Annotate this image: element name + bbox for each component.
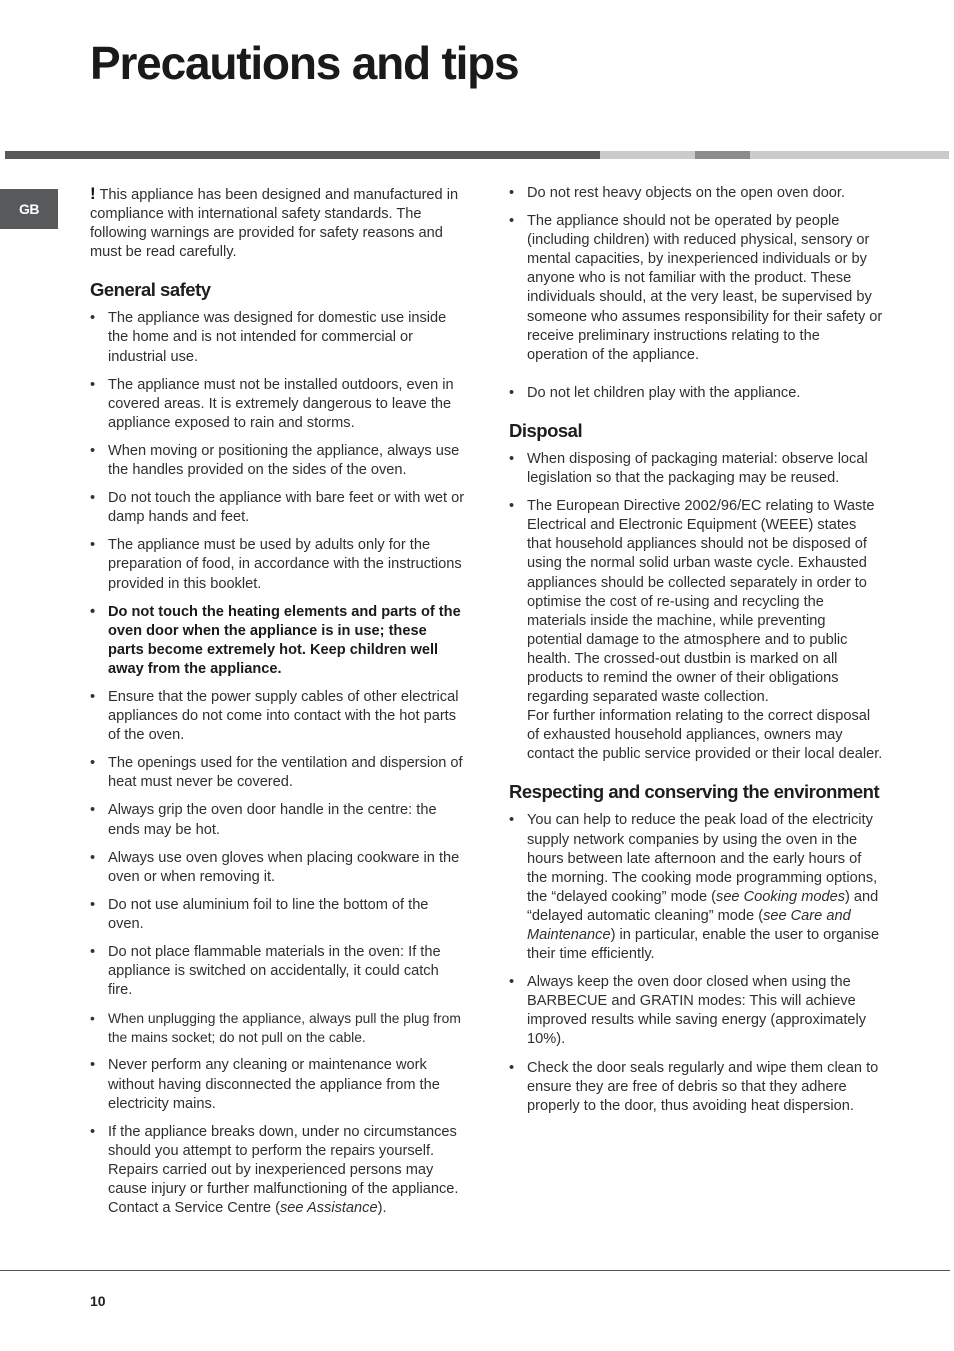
footer-rule [0,1270,950,1271]
language-tab: GB [0,189,58,229]
list-item: • Ensure that the power supply cables of other electrical appliances do not come into contact with the hot parts of the oven. [90,688,466,745]
list-item: • The openings used for the ventilation and dispersion of heat must never be covered. [90,754,466,792]
cross-reference: see Care and Maintenance [527,907,851,943]
list-item: • When moving or positioning the appliance, always use the handles provided on the sides of the oven. [90,442,466,480]
intro-text: This appliance has been designed and manufactured in compliance with international safety standards. The following warnings are provided for safety reasons and must be read carefully. [90,187,459,261]
item-text: You can help to reduce the peak load of the electricity supply network companies by using the oven in the hours between late afternoon and the early hours of the morning. The cooking mode programming options, the “delayed cooking” mode ( [527,812,878,905]
weee-more-text: For further information relating to the correct disposal of exhausted household appliances, owners may contact the public service provided or their local dealer. [527,708,883,763]
list-item [509,811,883,964]
list-item: • The appliance was designed for domestic use inside the home and is not intended for commercial or industrial use. [90,309,466,366]
list-item: • The appliance must be used by adults only for the preparation of food, in accordance with the instructions provided in this booklet. [90,536,466,593]
item-text: ) and “delayed automatic cleaning” mode ( [527,888,879,924]
cross-reference: see Cooking modes [716,888,846,905]
environment-heading: Respecting and conserving the environment [509,781,880,803]
list-item: • Never perform any cleaning or maintenance work without having disconnected the appliance from the electricity mains. [90,1056,466,1113]
header-rule-light [600,151,695,159]
warning-mark: ! [90,184,96,203]
list-item: • Do not rest heavy objects on the open oven door. [509,184,883,203]
list-item: • The appliance must not be installed outdoors, even in covered areas. It is extremely dangerous to leave the appliance exposed to rain and storms. [90,376,466,433]
list-item [90,1123,466,1218]
list-item: • Do not place flammable materials in the oven: If the appliance is switched on accidentally, it could catch fire. [90,943,466,1000]
list-item: • Always grip the oven door handle in the centre: the ends may be hot. [90,801,466,839]
list-item-bold-warning: • Do not touch the heating elements and parts of the oven door when the appliance is in use; these parts become extremely hot. Keep children well away from the appliance. [90,603,466,679]
disposal-list [509,450,883,765]
list-item: • Do not use aluminium foil to line the bottom of the oven. [90,896,466,934]
weee-text: • The European Directive 2002/96/EC relating to Waste Electrical and Electronic Equipment (WEEE) states that household appliances should not be disposed of using the normal solid urban waste cycle. Exhausted appliances should be collected separately in order to optimise the cost of re-using and recycling the materials inside the machine, while preventing potential damage to the atmosphere and to public health. The crossed-out dustbin is marked on all products to remind the owner of their obligations regarding separated waste collection. [527,498,875,706]
list-item: • Always keep the oven door closed when using the BARBECUE and GRATIN modes: This will achieve improved results while saving energy (approximately 10%). [509,973,883,1049]
list-item: • Do not let children play with the appliance. [509,384,883,403]
list-item: • When disposing of packaging material: observe local legislation so that the packaging may be reused. [509,450,883,488]
header-rule-light-end [750,151,949,159]
list-item: • Check the door seals regularly and wipe them clean to ensure they are free of debris so that they adhere properly to the door, thus avoiding heat dispersion. [509,1059,883,1116]
item-text: ) in particular, enable the user to organise their time efficiently. [527,927,880,963]
list-item: • The appliance should not be operated by people (including children) with reduced physical, sensory or mental capacities, by inexperienced individuals or by anyone who is not familiar with the product. These individuals should, at the very least, be supervised by someone who assumes responsibility for their safety or receive preliminary instructions relating to the operation of the appliance. [509,212,883,365]
page-number: 10 [90,1293,106,1309]
list-item: • Do not touch the appliance with bare feet or with wet or damp hands and feet. [90,489,466,527]
disposal-heading: Disposal [509,419,583,441]
list-item: • Always use oven gloves when placing cookware in the oven or when removing it. [90,849,466,887]
intro-warning [90,184,466,262]
environment-list [509,811,883,1115]
right-column [509,184,883,1125]
page-title: Precautions and tips [90,37,519,89]
item-text: ). [377,1200,387,1217]
general-safety-list-continued [509,184,883,403]
list-item: • When unplugging the appliance, always pull the plug from the mains socket; do not pull on the cable. [90,1009,466,1047]
item-text: If the appliance breaks down, under no circumstances should you attempt to perform the repairs yourself. Repairs carried out by inexperienced persons may cause injury or further malfunctioning of the appliance. Contact a Service Centre ( [108,1123,459,1217]
general-safety-list [90,309,466,1218]
list-item [509,497,883,764]
header-rule-dark [5,151,600,159]
general-safety-heading: General safety [90,279,211,301]
left-column [90,184,466,1227]
header-rule-mid [695,151,750,159]
cross-reference: see Assistance [279,1200,378,1217]
